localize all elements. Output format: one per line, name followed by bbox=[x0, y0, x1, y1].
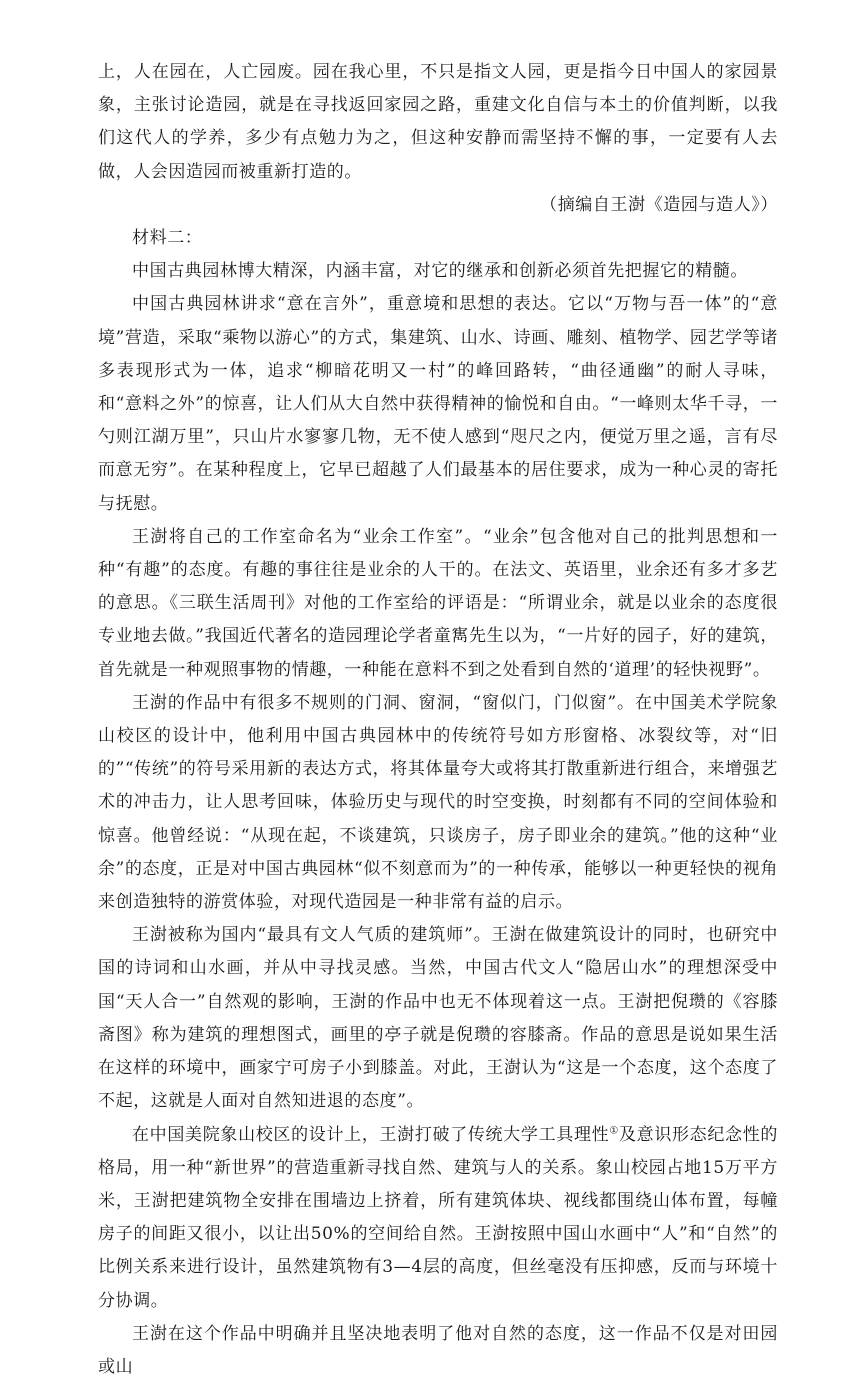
paragraph-6 bbox=[98, 1119, 778, 1318]
footnote-marker: ① bbox=[609, 1124, 619, 1136]
paragraph-3: 王澍将自己的工作室命名为“业余工作室”。“业余”包含他对自己的批判思想和一种“有趣”的态度。有趣的事往往是业余的人干的。在法文、英语里，业余还有多才多艺的意思。《三联生活周刊》对他的工作室给的评语是：“所谓业余，就是以业余的态度很专业地去做。”我国近代著名的造园理论学者童寯先生以为，“一片好的园子，好的建筑，首先就是一种观照事物的情趣，一种能在意料不到之处看到自然的‘道理’的轻快视野”。 bbox=[98, 526, 778, 680]
section-title: 材料二： bbox=[132, 228, 203, 249]
paragraph-2: 中国古典园林讲求“意在言外”，重意境和思想的表达。它以“万物与吾一体”的“意境”营造，采取“乘物以游心”的方式，集建筑、山水、诗画、雕刻、植物学、园艺学等诸多表现形式为一体，追求“柳暗花明又一村”的峰回路转，“曲径通幽”的耐人寻味，和“意料之外”的惊喜，让人们从大自然中获得精神的愉悦和自由。“一峰则太华千寻，一勺则江湖万里”，只山片水寥寥几物，无不使人感到“咫尺之内，便觉万里之遥，言有尽而意无穷”。在某种程度上，它早已超越了人们最基本的居住要求，成为一种心灵的寄托与抚慰。 bbox=[98, 294, 778, 514]
paragraph-4: 王澍的作品中有很多不规则的门洞、窗洞，“窗似门，门似窗”。在中国美术学院象山校区的设计中，他利用中国古典园林中的传统符号如方形窗格、冰裂纹等，对“旧的”“传统”的符号采用新的表达方式，将其体量夸大或将其打散重新进行组合，来增强艺术的冲击力，让人思考回味，体验历史与现代的时空变换，时刻都有不同的空间体验和惊喜。他曾经说：“从现在起，不谈建筑，只谈房子，房子即业余的建筑。”他的这种“业余”的态度，正是对中国古典园林“似不刻意而为”的一种传承，能够以一种更轻快的视角来创造独特的游赏体验，对现代造园是一种非常有益的启示。 bbox=[98, 692, 778, 913]
paragraph-5: 王澍被称为国内“最具有文人气质的建筑师”。王澍在做建筑设计的同时，也研究中国的诗词和山水画，并从中寻找灵感。当然，中国古代文人“隐居山水”的理想深受中国“天人合一”自然观的影响，王澍的作品中也无不体现着这一点。王澍把倪瓒的《容膝斋图》称为建筑的理想图式，画里的亭子就是倪瓒的容膝斋。作品的意思是说如果生活在这样的环境中，画家宁可房子小到膝盖。对此，王澍认为“这是一个态度，这个态度了不起，这就是人面对自然知进退的态度”。 bbox=[98, 925, 778, 1112]
source-citation: （摘编自王澍《造园与造人》） bbox=[540, 194, 778, 215]
continuation-paragraph: 上，人在园在，人亡园废。园在我心里，不只是指文人园，更是指今日中国人的家园景象，主张讨论造园，就是在寻找返回家园之路，重建文化自信与本土的价值判断，以我们这代人的学养，多少有点勉力为之，但这种安静而需坚持不懈的事，一定要有人去做，人会因造园而被重新打造的。 bbox=[98, 62, 778, 182]
paragraph-6-text-after: 及意识形态纪念性的格局，用一种“新世界”的营造重新寻找自然、建筑与人的关系。象山校园占地15万平方米，王澍把建筑物全安排在围墙边上挤着，所有建筑体块、视线都围绕山体布置，每幢房子的间距又很小，以让出50%的空间给自然。王澍按照中国山水画中“人”和“自然”的比例关系来进行设计，虽然建筑物有3—4层的高度，但丝毫没有压抑感，反而与环境十分协调。 bbox=[98, 1124, 778, 1311]
document-page bbox=[98, 56, 778, 1384]
paragraph-7: 王澍在这个作品中明确并且坚决地表明了他对自然的态度，这一作品不仅是对田园或山 bbox=[98, 1323, 778, 1377]
paragraph-1: 中国古典园林博大精深，内涵丰富，对它的继承和创新必须首先把握它的精髓。 bbox=[132, 261, 748, 282]
paragraph-6-text-before: 在中国美院象山校区的设计上，王澍打破了传统大学工具理性 bbox=[132, 1124, 610, 1145]
